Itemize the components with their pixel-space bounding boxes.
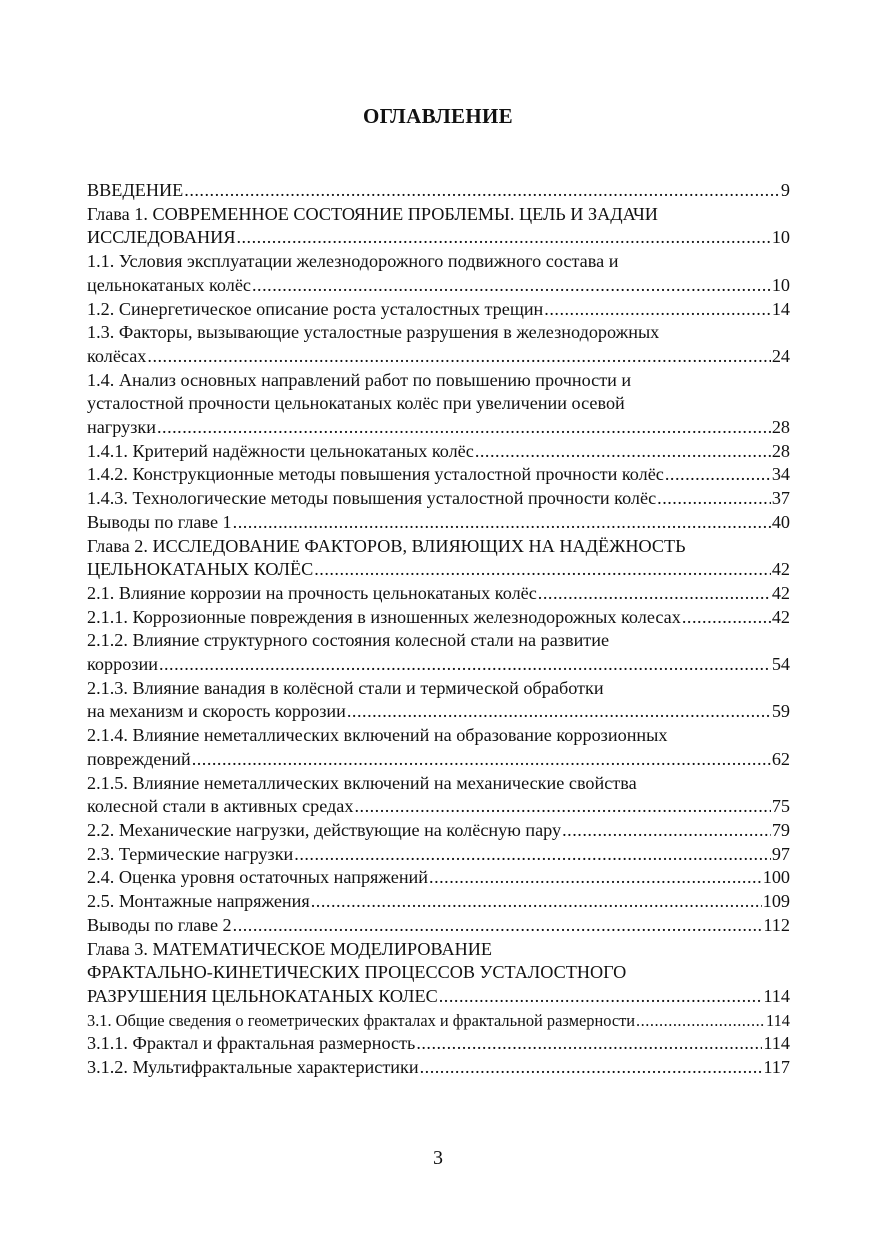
dot-leader <box>682 606 771 630</box>
toc-entry-text: 2.1.5. Влияние неметаллических включений на механические свойства <box>87 772 637 793</box>
toc-entry-text: усталостной прочности цельнокатаных колёс при увеличении осевой <box>87 393 625 414</box>
toc-entry-text: повреждений <box>87 748 191 769</box>
toc-page-number: 114 <box>766 1010 790 1030</box>
dot-leader <box>665 463 771 487</box>
dot-leader <box>354 795 770 819</box>
dot-leader <box>439 985 763 1009</box>
dot-leader <box>192 748 771 772</box>
toc-page-number: 10 <box>771 274 790 295</box>
dot-leader <box>636 1009 765 1033</box>
toc-page-number: 114 <box>763 1033 790 1054</box>
toc-page-number: 42 <box>771 582 790 603</box>
toc-entry-text: 1.2. Синергетическое описание роста усталостных трещин <box>87 298 544 319</box>
toc-page-number: 37 <box>771 488 790 509</box>
toc-page-number: 79 <box>771 819 790 840</box>
toc-page-number: 100 <box>762 867 790 888</box>
dot-leader <box>538 582 771 606</box>
toc-entry[interactable] <box>87 866 790 890</box>
toc-entry-text: РАЗРУШЕНИЯ ЦЕЛЬНОКАТАНЫХ КОЛЕС <box>87 985 438 1006</box>
toc-entry[interactable] <box>87 606 790 630</box>
toc-entry[interactable] <box>87 179 790 203</box>
toc-entry[interactable] <box>87 511 790 535</box>
toc-entry[interactable] <box>87 1056 790 1080</box>
toc-entry-text: на механизм и скорость коррозии <box>87 701 346 722</box>
toc-page-number: 40 <box>771 511 790 532</box>
toc-page-number: 112 <box>763 914 790 935</box>
dot-leader <box>347 700 771 724</box>
toc-entry-text: 2.1.1. Коррозионные повреждения в изношенных железнодорожных колесах <box>87 606 681 627</box>
toc-entry-text: 2.1.2. Влияние структурного состояния колесной стали на развитие <box>87 630 610 651</box>
toc-page-number: 117 <box>763 1057 790 1078</box>
toc-entry-text: 1.4. Анализ основных направлений работ по повышению прочности и <box>87 369 632 390</box>
toc-entry[interactable] <box>87 1009 790 1033</box>
toc-entry[interactable] <box>87 582 790 606</box>
toc-page-number: 59 <box>771 701 790 722</box>
page-title: ОГЛАВЛЕНИЕ <box>363 104 513 128</box>
dot-leader <box>311 890 762 914</box>
toc-entry-text: 1.4.2. Конструкционные методы повышения усталостной прочности колёс <box>87 464 664 485</box>
toc-entry-text: 1.4.3. Технологические методы повышения усталостной прочности колёс <box>87 488 657 509</box>
dot-leader <box>252 274 771 298</box>
toc-entry-text: 2.1.3. Влияние ванадия в колёсной стали и термической обработки <box>87 677 604 698</box>
toc-entry[interactable] <box>87 250 790 297</box>
dot-leader <box>314 558 771 582</box>
toc-page-number: 75 <box>771 796 790 817</box>
toc-entry-text: 2.5. Монтажные напряжения <box>87 891 310 912</box>
dot-leader <box>236 226 770 250</box>
toc-entry[interactable] <box>87 369 790 440</box>
dot-leader <box>544 298 771 322</box>
toc-entry-text: ЦЕЛЬНОКАТАНЫХ КОЛЁС <box>87 559 314 580</box>
toc-entry-text: цельнокатаных колёс <box>87 274 251 295</box>
table-of-contents <box>87 179 790 1080</box>
dot-leader <box>159 653 771 677</box>
page-number: 3 <box>433 1147 443 1169</box>
toc-entry-text: ФРАКТАЛЬНО-КИНЕТИЧЕСКИХ ПРОЦЕССОВ УСТАЛОСТНОГО <box>87 962 627 983</box>
toc-page-number: 34 <box>771 464 790 485</box>
toc-entry[interactable] <box>87 677 790 724</box>
toc-entry-text: нагрузки <box>87 417 156 438</box>
toc-entry-text: коррозии <box>87 654 158 675</box>
toc-entry-text: 2.1.4. Влияние неметаллических включений на образование коррозионных <box>87 725 668 746</box>
toc-entry-text: ВВЕДЕНИЕ <box>87 180 184 200</box>
toc-entry-text: Выводы по главе 1 <box>87 511 232 532</box>
toc-entry-text: Выводы по главе 2 <box>87 914 232 935</box>
toc-entry[interactable] <box>87 819 790 843</box>
toc-entry-text: колесной стали в активных средах <box>87 796 354 817</box>
dot-leader <box>294 843 771 867</box>
dot-leader <box>184 179 780 203</box>
toc-page-number: 42 <box>771 559 790 580</box>
toc-page-number: 62 <box>771 748 790 769</box>
toc-entry-text: 2.1. Влияние коррозии на прочность цельнокатаных колёс <box>87 582 537 603</box>
toc-page-number: 14 <box>771 298 790 319</box>
toc-entry[interactable] <box>87 914 790 938</box>
toc-entry-text: 3.1.1. Фрактал и фрактальная размерность <box>87 1033 416 1054</box>
toc-page-number: 109 <box>762 891 790 912</box>
toc-entry-text: 3.1.2. Мультифрактальные характеристики <box>87 1057 419 1078</box>
dot-leader <box>657 487 771 511</box>
toc-entry[interactable] <box>87 724 790 771</box>
toc-entry[interactable] <box>87 629 790 676</box>
toc-entry-text: Глава 3. МАТЕМАТИЧЕСКОЕ МОДЕЛИРОВАНИЕ <box>87 938 492 959</box>
toc-page-number: 97 <box>771 843 790 864</box>
toc-entry-text: колёсах <box>87 345 147 366</box>
toc-entry[interactable] <box>87 298 790 322</box>
toc-entry-text: ИССЛЕДОВАНИЯ <box>87 227 236 248</box>
toc-page-number: 10 <box>771 227 790 248</box>
dot-leader <box>562 819 771 843</box>
toc-page-number: 9 <box>780 180 790 200</box>
toc-page-number: 28 <box>771 440 790 461</box>
toc-entry-text: Глава 1. СОВРЕМЕННОЕ СОСТОЯНИЕ ПРОБЛЕМЫ. ЦЕЛЬ И ЗАДАЧИ <box>87 203 658 224</box>
toc-page-number: 42 <box>771 606 790 627</box>
toc-entry[interactable] <box>87 1032 790 1056</box>
toc-page-number: 114 <box>763 985 790 1006</box>
toc-entry[interactable] <box>87 440 790 464</box>
toc-entry[interactable] <box>87 772 790 819</box>
toc-entry[interactable] <box>87 463 790 487</box>
toc-entry[interactable] <box>87 487 790 511</box>
toc-page-number: 54 <box>771 654 790 675</box>
dot-leader <box>157 416 771 440</box>
toc-entry[interactable] <box>87 938 790 1009</box>
toc-page-number: 28 <box>771 417 790 438</box>
toc-entry-text: 3.1. Общие сведения о геометрических фракталах и фрактальной размерности <box>87 1010 636 1030</box>
dot-leader <box>233 511 771 535</box>
toc-entry-text: Глава 2. ИССЛЕДОВАНИЕ ФАКТОРОВ, ВЛИЯЮЩИХ НА НАДЁЖНОСТЬ <box>87 535 686 556</box>
toc-entry-text: 1.1. Условия эксплуатации железнодорожного подвижного состава и <box>87 251 619 272</box>
toc-entry-text: 2.2. Механические нагрузки, действующие на колёсную пару <box>87 819 562 840</box>
toc-entry-text: 2.4. Оценка уровня остаточных напряжений <box>87 867 429 888</box>
toc-entry[interactable] <box>87 535 790 582</box>
dot-leader <box>233 914 763 938</box>
toc-page-number: 24 <box>771 345 790 366</box>
toc-entry[interactable] <box>87 890 790 914</box>
toc-entry-text: 2.3. Термические нагрузки <box>87 843 294 864</box>
toc-entry[interactable] <box>87 843 790 867</box>
dot-leader <box>416 1032 762 1056</box>
dot-leader <box>420 1056 763 1080</box>
toc-entry-text: 1.4.1. Критерий надёжности цельнокатаных колёс <box>87 440 474 461</box>
toc-entry-text: 1.3. Факторы, вызывающие усталостные разрушения в железнодорожных <box>87 322 660 343</box>
dot-leader <box>475 440 771 464</box>
dot-leader <box>429 866 762 890</box>
dot-leader <box>147 345 770 369</box>
toc-entry[interactable] <box>87 203 790 250</box>
toc-entry[interactable] <box>87 321 790 368</box>
